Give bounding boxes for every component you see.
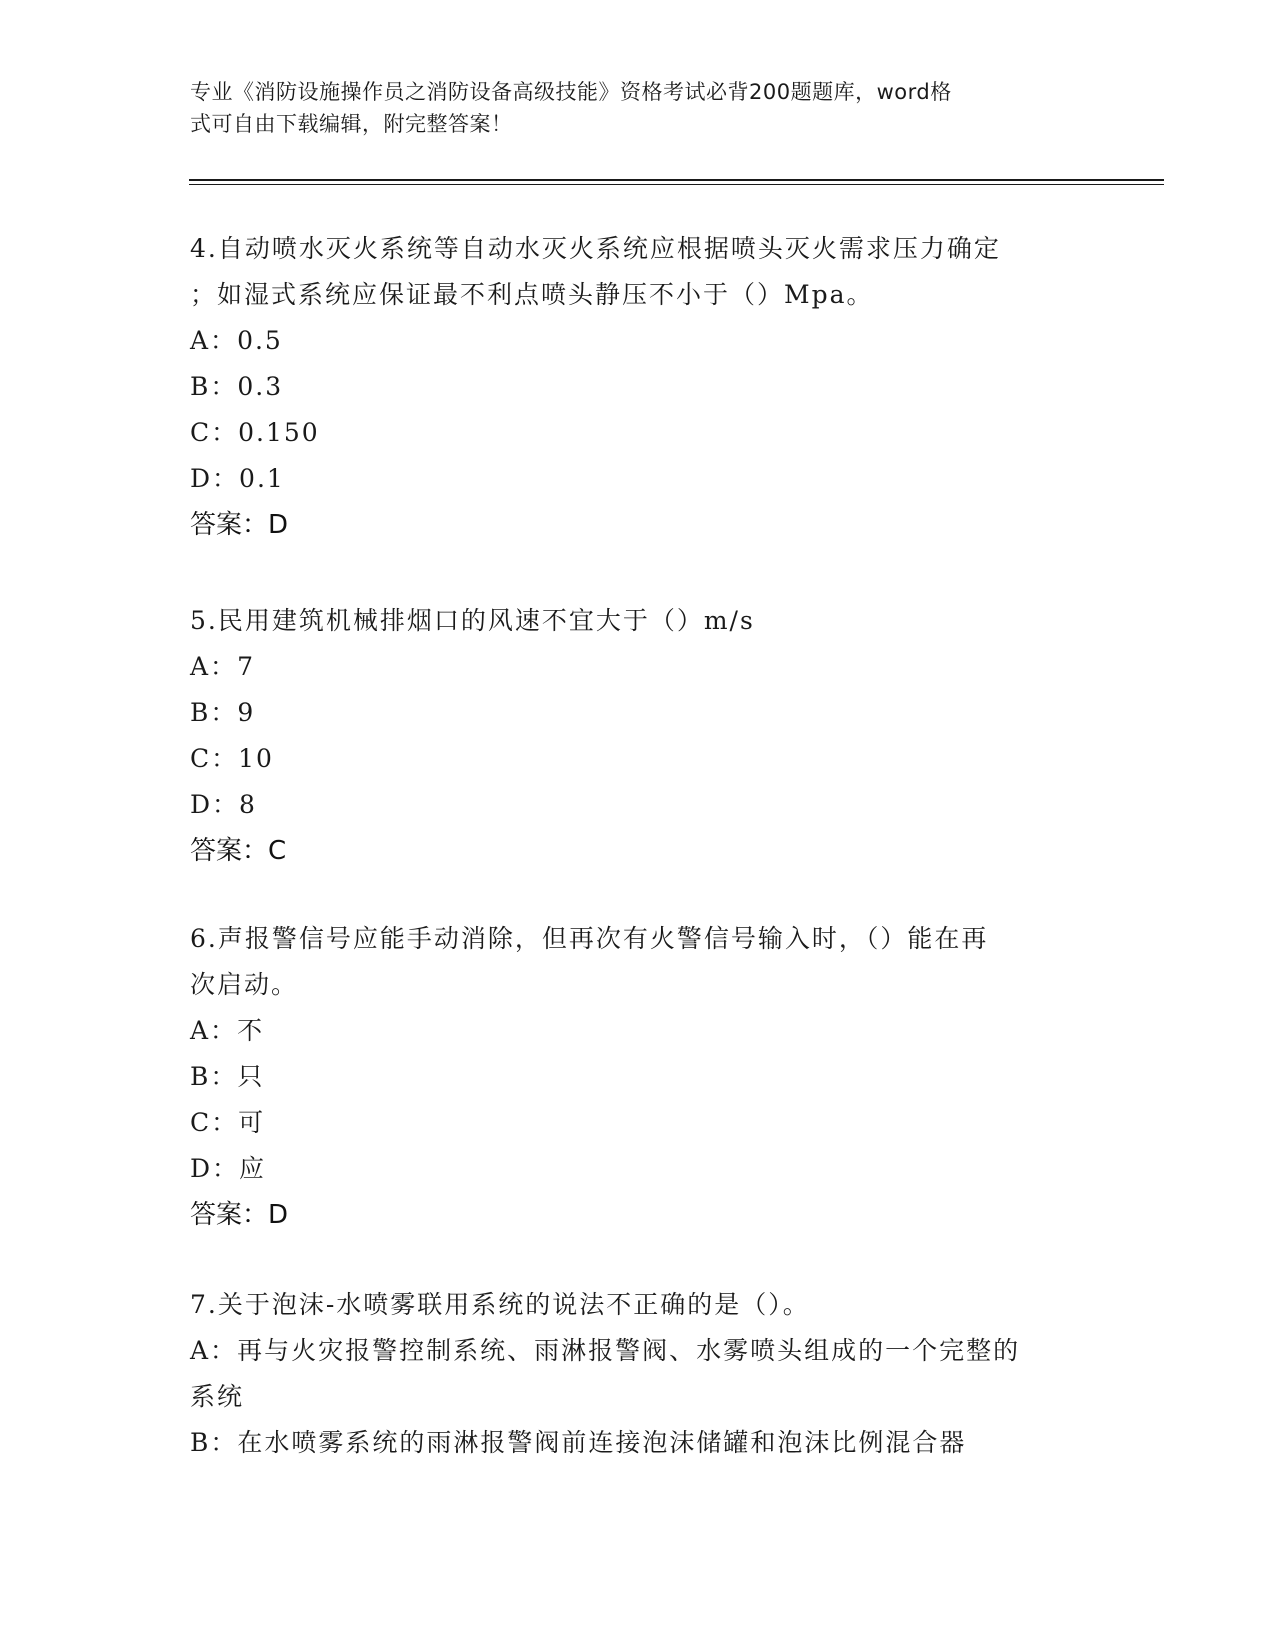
option-text: 10 (238, 744, 274, 773)
option-b (190, 1420, 1090, 1466)
option-d (190, 1146, 1090, 1192)
option-key: D： (190, 790, 240, 819)
option-key: A： (190, 1336, 238, 1365)
header-line-2: 式可自由下载编辑，附完整答案！ (190, 112, 513, 136)
option-key: C： (190, 1108, 239, 1137)
answer-line: 答案：D (190, 1200, 289, 1230)
option-key: B： (190, 698, 238, 727)
option-text: 只 (237, 1062, 265, 1091)
question-6 (190, 916, 1090, 1238)
option-b (190, 690, 1090, 736)
header-line-1: 专业《消防设施操作员之消防设备高级技能》资格考试必背200题题库，word格 (190, 80, 952, 104)
option-text: 0.1 (239, 464, 285, 493)
question-4 (190, 226, 1090, 548)
option-text: 可 (238, 1108, 266, 1137)
question-text-continued: ；如湿式系统应保证最不利点喷头静压不小于（）Mpa。 (190, 280, 874, 309)
question-text: 6.声报警信号应能手动消除，但再次有火警信号输入时，（）能在再 (190, 924, 989, 953)
option-text: 0.3 (237, 372, 284, 401)
option-key: B： (190, 1062, 238, 1091)
option-c (190, 410, 1090, 456)
document-header (190, 76, 1090, 140)
option-d (190, 782, 1090, 828)
option-key: A： (190, 652, 238, 681)
option-a (190, 318, 1090, 364)
option-text: 9 (237, 698, 256, 727)
question-text: 4.自动喷水灭火系统等自动水灭火系统应根据喷头灭火需求压力确定 (190, 234, 1001, 263)
option-text: 不 (237, 1016, 265, 1045)
option-key: A： (190, 1016, 238, 1045)
option-text: 0.150 (238, 418, 320, 447)
option-key: C： (190, 744, 239, 773)
question-7 (190, 1282, 1090, 1466)
option-key: D： (190, 1154, 240, 1183)
question-text: 7.关于泡沫-水喷雾联用系统的说法不正确的是（）。 (190, 1290, 810, 1319)
option-text: 在水喷雾系统的雨淋报警阀前连接泡沫储罐和泡沫比例混合器 (237, 1428, 967, 1457)
answer-line: 答案：C (190, 836, 287, 866)
option-c (190, 1100, 1090, 1146)
option-a-continued: 系统 (190, 1382, 245, 1411)
option-a (190, 1008, 1090, 1054)
question-5 (190, 598, 1090, 874)
option-text: 7 (237, 652, 255, 681)
option-d (190, 456, 1090, 502)
option-key: B： (190, 1428, 238, 1457)
option-key: B： (190, 372, 238, 401)
option-b (190, 1054, 1090, 1100)
header-divider-thick (189, 179, 1164, 181)
header-divider-thin (189, 184, 1164, 185)
option-key: C： (190, 418, 239, 447)
question-text-continued: 次启动。 (190, 970, 299, 999)
option-a (190, 644, 1090, 690)
option-text: 8 (239, 790, 257, 819)
answer-line: 答案：D (190, 510, 289, 540)
option-key: A： (190, 326, 238, 355)
option-text: 0.5 (237, 326, 283, 355)
question-text: 5.民用建筑机械排烟口的风速不宜大于（）m/s (190, 606, 755, 635)
option-a (190, 1328, 1090, 1374)
option-key: D： (190, 464, 240, 493)
option-b (190, 364, 1090, 410)
option-text: 再与火灾报警控制系统、雨淋报警阀、水雾喷头组成的一个完整的 (237, 1336, 1021, 1365)
option-c (190, 736, 1090, 782)
option-text: 应 (239, 1154, 267, 1183)
